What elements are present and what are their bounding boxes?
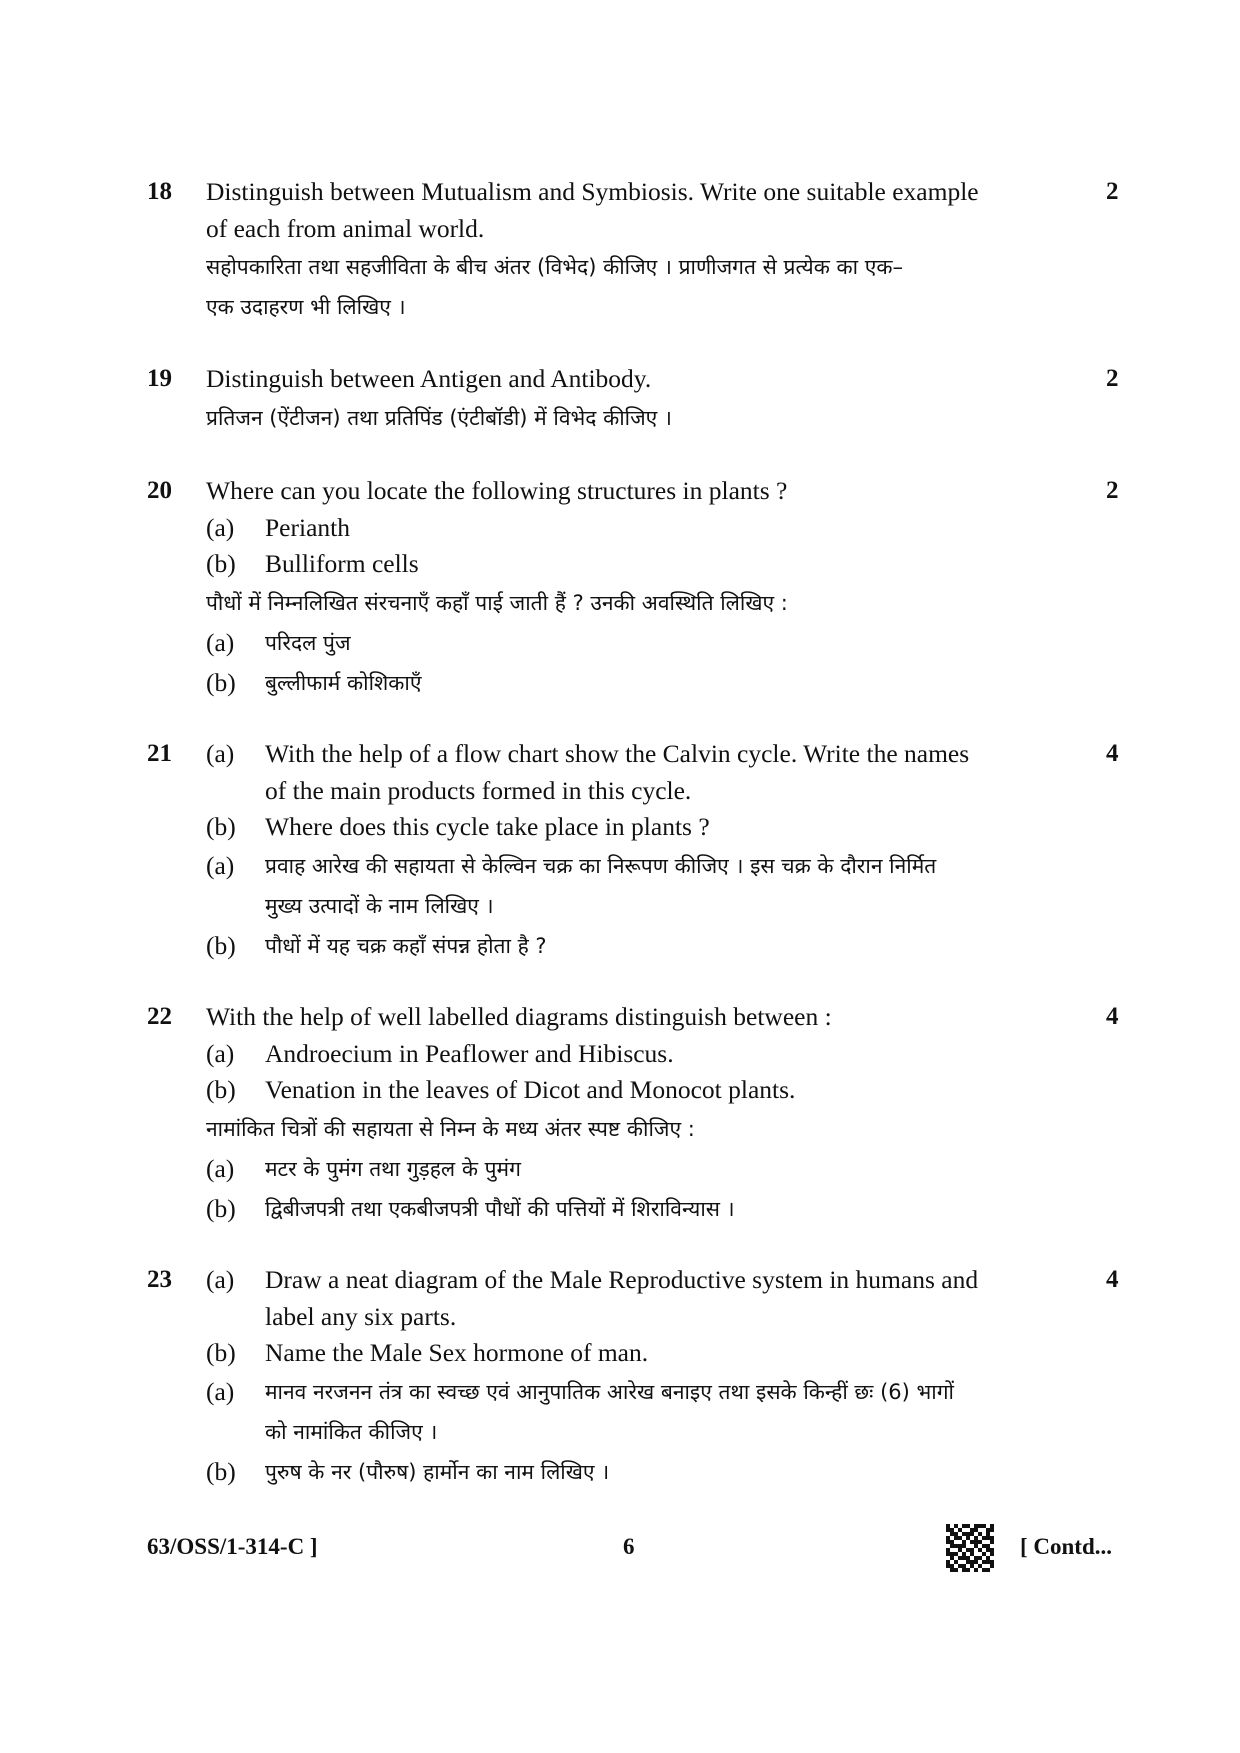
subpart-hi [206,1452,1086,1492]
subpart-en [206,1335,1086,1372]
subpart-hi [206,926,1086,966]
question-text-hi: पौधों में निम्नलिखित संरचनाएँ कहाँ पाई जाती हैं ? उनकी अवस्थिति लिखिए : [206,590,788,615]
subpart-line-hi: मानव नरजनन तंत्र का स्वच्छ एवं आनुपातिक आरेख बनाइए तथा इसके किन्हीं छः (6) भागों [265,1379,954,1404]
subpart-text [265,510,1086,547]
subpart-line-hi: द्विबीजपत्री तथा एकबीजपत्री पौधों की पत्तियों में शिराविन्यास । [265,1196,735,1221]
subpart-text [265,1452,1086,1492]
subpart-text [265,1372,1086,1452]
subpart-text [265,1036,1086,1073]
subpart-hi [206,663,1086,703]
qr-code-icon [946,1524,994,1572]
subpart-line-hi: बुल्लीफार्म कोशिकाएँ [265,670,422,695]
question-body [206,736,1086,966]
question-body [206,361,1086,438]
question-number: 21 [147,740,172,767]
subpart-text [265,1072,1086,1109]
subpart-line-en: Draw a neat diagram of the Male Reproductive system in humans and [265,1265,979,1294]
question-text-en: Distinguish between Mutualism and Symbiosis. Write one suitable example [206,177,979,206]
subpart-label: (b) [206,549,236,578]
subpart-line-hi: पुरुष के नर (पौरुष) हार्मोन का नाम लिखिए । [265,1459,610,1484]
subpart-hi [206,1149,1086,1189]
question-marks: 2 [1106,365,1119,392]
subpart-text [265,1335,1086,1372]
subpart-label: (b) [206,1456,236,1486]
question-text-en: Where can you locate the following structures in plants ? [206,476,788,505]
page-number: 6 [623,1534,635,1559]
question-number: 18 [147,178,172,205]
subpart-en [206,809,1086,846]
subpart-en [206,1262,1086,1335]
question-body [206,174,1086,327]
subpart-label: (b) [206,1338,236,1367]
subpart-line-en: Venation in the leaves of Dicot and Monocot plants. [265,1075,796,1104]
question-number: 19 [147,365,172,392]
subpart-hi [206,623,1086,663]
subpart-line-hi: परिदल पुंज [265,630,351,655]
subpart-en [206,510,1086,547]
continued-label: [ Contd... [1020,1534,1113,1559]
subpart-text [265,736,1086,809]
subpart-line-hi: प्रवाह आरेख की सहायता से केल्विन चक्र का निरूपण कीजिए । इस चक्र के दौरान निर्मित [265,853,937,878]
question-text-hi: एक उदाहरण भी लिखिए । [206,295,406,319]
subpart-line-en: of the main products formed in this cycle. [265,775,692,805]
subpart-en [206,1036,1086,1073]
subpart-text [265,1262,1086,1335]
subpart-label: (a) [206,1376,235,1406]
subpart-text [265,623,1086,663]
subpart-hi [206,1372,1086,1452]
subpart-hi [206,846,1086,926]
question-number: 23 [147,1266,172,1293]
subpart-line-en: Perianth [265,512,350,542]
paper-code: 63/OSS/1-314-C ] [147,1534,318,1559]
question-marks: 4 [1106,740,1119,767]
subpart-line-en: Name the Male Sex hormone of man. [265,1338,649,1367]
question-marks: 2 [1106,178,1119,205]
subpart-text [265,809,1086,846]
subpart-label: (a) [206,850,235,880]
subpart-en [206,1072,1086,1109]
question-text-hi: सहोपकारिता तथा सहजीविता के बीच अंतर (विभेद) कीजिए । प्राणीजगत से प्रत्येक का एक– [206,255,904,279]
question-text-hi: प्रतिजन (ऐंटीजन) तथा प्रतिपिंड (एंटीबॉडी) में विभेद कीजिए । [206,405,672,430]
question-body [206,999,1086,1229]
subpart-text [265,846,1086,926]
question-number: 22 [147,1003,172,1030]
question-marks: 2 [1106,477,1119,504]
question-body [206,473,1086,703]
subpart-label: (a) [206,739,235,768]
question-marks: 4 [1106,1266,1119,1293]
subpart-label: (b) [206,930,236,960]
question-text-hi: नामांकित चित्रों की सहायता से निम्न के मध्य अंतर स्पष्ट कीजिए : [206,1116,695,1141]
subpart-label: (b) [206,667,236,697]
subpart-line-hi: मटर के पुमंग तथा गुड़हल के पुमंग [265,1156,521,1181]
question-text-en: of each from animal world. [206,213,485,243]
subpart-label: (a) [206,627,235,657]
subpart-text [265,663,1086,703]
subpart-label: (a) [206,1038,235,1068]
subpart-label: (b) [206,812,236,841]
question-body [206,1262,1086,1492]
subpart-text [265,546,1086,583]
subpart-en [206,546,1086,583]
subpart-line-hi: पौधों में यह चक्र कहाँ संपन्न होता है ? [265,933,547,958]
subpart-text [265,1149,1086,1189]
question-number: 20 [147,477,172,504]
question-text-en: Distinguish between Antigen and Antibody. [206,364,652,393]
subpart-line-en: With the help of a flow chart show the Calvin cycle. Write the names [265,739,970,768]
subpart-text [265,926,1086,966]
subpart-label: (b) [206,1193,236,1223]
subpart-hi [206,1189,1086,1229]
subpart-label: (b) [206,1075,236,1104]
subpart-label: (a) [206,1153,235,1183]
subpart-line-en: Where does this cycle take place in plants ? [265,812,710,841]
subpart-line-hi: को नामांकित कीजिए । [265,1419,438,1444]
subpart-line-hi: मुख्य उत्पादों के नाम लिखिए । [265,893,494,918]
subpart-label: (a) [206,512,235,542]
question-marks: 4 [1106,1003,1119,1030]
page-footer [0,1520,1240,1580]
subpart-line-en: Bulliform cells [265,549,419,578]
question-text-en: With the help of well labelled diagrams distinguish between : [206,1002,832,1031]
subpart-text [265,1189,1086,1229]
subpart-en [206,736,1086,809]
subpart-label: (a) [206,1265,235,1294]
subpart-line-en: Androecium in Peaflower and Hibiscus. [265,1038,674,1068]
subpart-line-en: label any six parts. [265,1301,457,1331]
